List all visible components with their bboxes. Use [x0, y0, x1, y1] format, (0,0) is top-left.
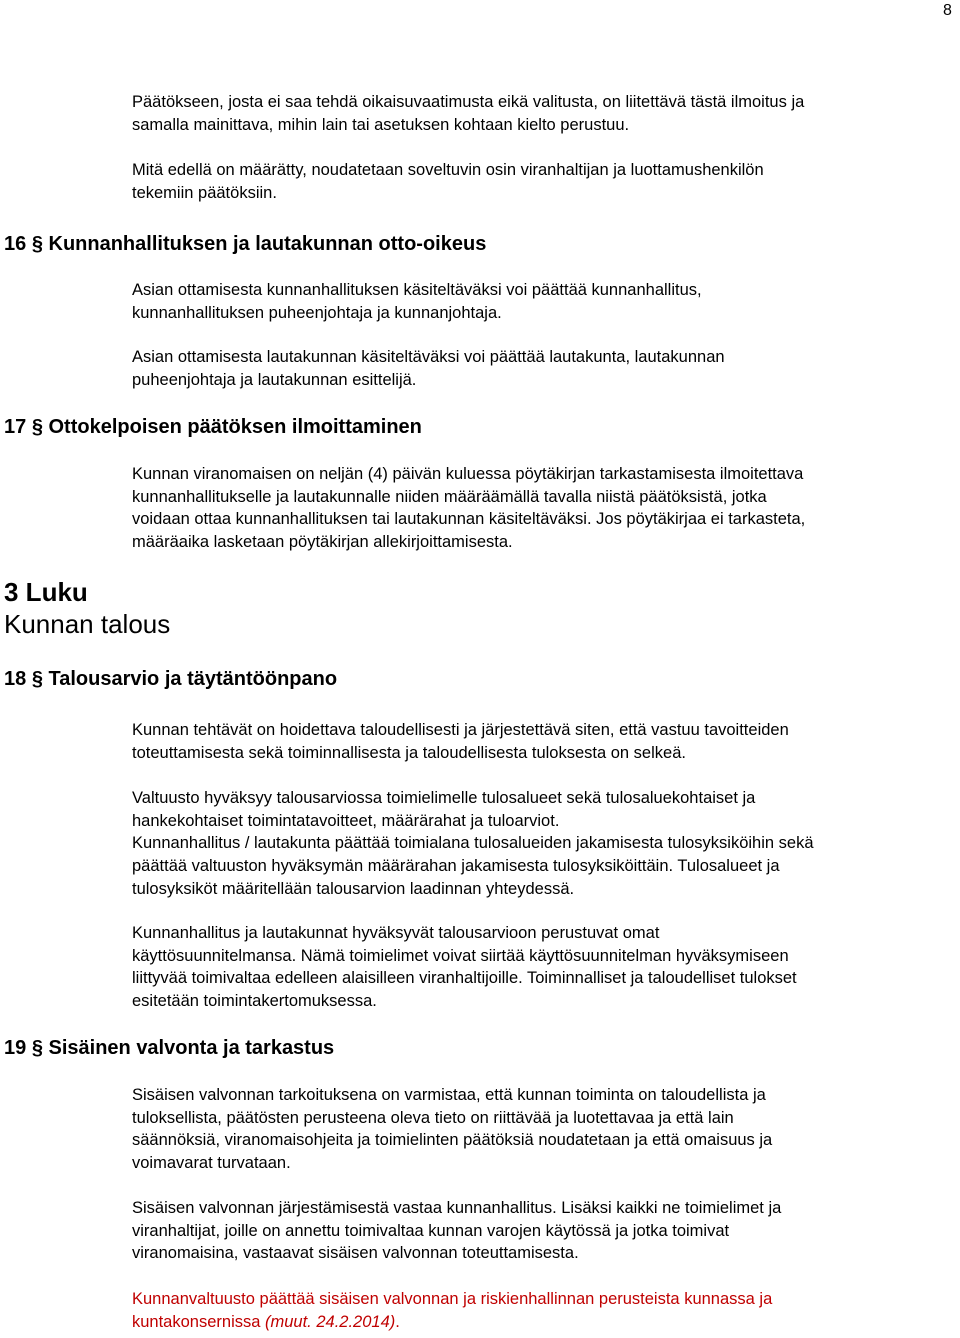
- text-line: liittyvää toimivaltaa edelleen alaisilleen viranhaltijoille. Toiminnalliset ja taloudelliset tulokset: [132, 969, 797, 988]
- text-line: puheenjohtaja ja lautakunnan esittelijä.: [132, 370, 417, 389]
- amendment-note: (muut. 24.2.2014): [265, 1312, 396, 1331]
- text-line: Kunnan viranomaisen on neljän (4) päivän kuluessa pöytäkirjan tarkastamisesta ilmoitettava: [132, 465, 804, 483]
- text-line: kunnanhallituksen puheenjohtaja ja kunnanjohtaja.: [132, 303, 502, 322]
- text-fragment: kuntakonsernissa: [132, 1312, 265, 1331]
- section-heading: [4, 668, 337, 691]
- paragraph: [132, 463, 805, 554]
- section-title: Ottokelpoisen päätöksen ilmoittaminen: [48, 416, 422, 438]
- text-line: [132, 1311, 772, 1334]
- text-line: Asian ottamisesta lautakunnan käsiteltäväksi voi päättää lautakunta, lautakunnan: [132, 348, 725, 366]
- chapter-title: Kunnan talous: [4, 609, 171, 639]
- text-line: Sisäisen valvonnan tarkoituksena on varmistaa, että kunnan toiminta on taloudellista ja: [132, 1086, 766, 1104]
- section-symbol-icon: §: [31, 416, 43, 438]
- paragraph: [132, 787, 814, 901]
- paragraph: [132, 922, 797, 1013]
- section-symbol-icon: §: [31, 1037, 43, 1059]
- text-line: tuloksellista, päätösten perusteena oleva tieto on riittävää ja luotettavaa ja että lain: [132, 1108, 734, 1127]
- text-line: tulosyksiköt määritellään talousarvion laadinnan yhteydessä.: [132, 879, 575, 898]
- page-number: 8: [943, 2, 952, 19]
- text-line: Kunnan tehtävät on hoidettava taloudellisesti ja järjestettävä siten, että vastuu tavoitteiden: [132, 721, 789, 739]
- section-heading: [4, 233, 486, 256]
- text-line: Kunnanhallitus ja lautakunnat hyväksyvät talousarvioon perustuvat omat: [132, 924, 660, 942]
- paragraph: [132, 1084, 772, 1175]
- text-line: Kunnanvaltuusto päättää sisäisen valvonnan ja riskienhallinnan perusteista kunnassa ja: [132, 1290, 773, 1308]
- text-line: voimavarat turvataan.: [132, 1154, 291, 1173]
- text-line: voidaan ottaa kunnanhallituksen tai lautakunnan käsiteltäväksi. Jos pöytäkirjaa ei tarkasteta,: [132, 510, 806, 529]
- paragraph: [132, 279, 702, 324]
- paragraph: [132, 1197, 781, 1265]
- section-title: Talousarvio ja täytäntöönpano: [48, 668, 338, 690]
- text-line: tekemiin päätöksiin.: [132, 183, 277, 202]
- paragraph: [132, 719, 789, 764]
- paragraph: [132, 346, 725, 391]
- text-line: hankekohtaiset toimintatavoitteet, määrärahat ja tuloarviot.: [132, 811, 560, 830]
- text-line: Asian ottamisesta kunnanhallituksen käsiteltäväksi voi päättää kunnanhallitus,: [132, 281, 702, 299]
- text-line: kunnanhallitukselle ja lautakunnalle niiden määräämällä tavalla niistä päätöksistä, jotka: [132, 487, 767, 506]
- section-title: Sisäinen valvonta ja tarkastus: [48, 1037, 335, 1059]
- text-line: viranomaisina, vastaavat sisäisen valvonnan toteuttamisesta.: [132, 1244, 579, 1263]
- section-number: 16: [4, 233, 27, 255]
- section-heading: [4, 1037, 334, 1060]
- text-line: määräaika lasketaan pöytäkirjan allekirjoittamisesta.: [132, 533, 513, 552]
- text-line: esitetään toimintakertomuksessa.: [132, 992, 377, 1011]
- section-title: Kunnanhallituksen ja lautakunnan otto-oikeus: [48, 233, 487, 255]
- section-heading: [4, 416, 422, 439]
- text-line: päättää valtuuston hyväksymän määrärahan jakamisesta tulosyksiköittäin. Tulosalueet ja: [132, 857, 780, 876]
- text-line: Päätökseen, josta ei saa tehdä oikaisuvaatimusta eikä valitusta, on liitettävä tästä ilmoitus ja: [132, 93, 805, 111]
- text-line: Kunnanhallitus / lautakunta päättää toimialana tulosalueiden jakamisesta tulosyksiköihin sekä: [132, 834, 814, 853]
- text-line: Valtuusto hyväksyy talousarviossa toimielimelle tulosalueet sekä tulosaluekohtaiset ja: [132, 789, 756, 807]
- text-fragment: .: [395, 1312, 400, 1331]
- paragraph: [132, 91, 804, 136]
- text-line: säännöksiä, viranomaisohjeita ja toimielinten päätöksiä noudatetaan ja että omaisuus ja: [132, 1131, 773, 1150]
- text-line: Mitä edellä on määrätty, noudatetaan soveltuvin osin viranhaltijan ja luottamushenkilön: [132, 161, 764, 179]
- text-line: käyttösuunnitelmansa. Nämä toimielimet voivat siirtää käyttösuunnitelman hyväksymiseen: [132, 946, 789, 965]
- text-line: Sisäisen valvonnan järjestämisestä vastaa kunnanhallitus. Lisäksi kaikki ne toimielimet ja: [132, 1199, 782, 1217]
- text-line: toteuttamisesta sekä toiminnallisesta ja taloudellisesta tuloksesta on selkeä.: [132, 743, 686, 762]
- section-number: 17: [4, 416, 27, 438]
- paragraph: [132, 159, 764, 204]
- amendment-paragraph: [132, 1288, 772, 1333]
- section-number: 19: [4, 1037, 27, 1059]
- text-line: viranhaltijat, joille on annettu toimivaltaa kunnan varojen käytössä ja jotka toimivat: [132, 1221, 730, 1240]
- chapter-label: 3 Luku: [4, 577, 88, 607]
- text-line: samalla mainittava, mihin lain tai asetuksen kohtaan kielto perustuu.: [132, 115, 630, 134]
- section-symbol-icon: §: [31, 668, 43, 690]
- section-symbol-icon: §: [31, 233, 43, 255]
- section-number: 18: [4, 668, 27, 690]
